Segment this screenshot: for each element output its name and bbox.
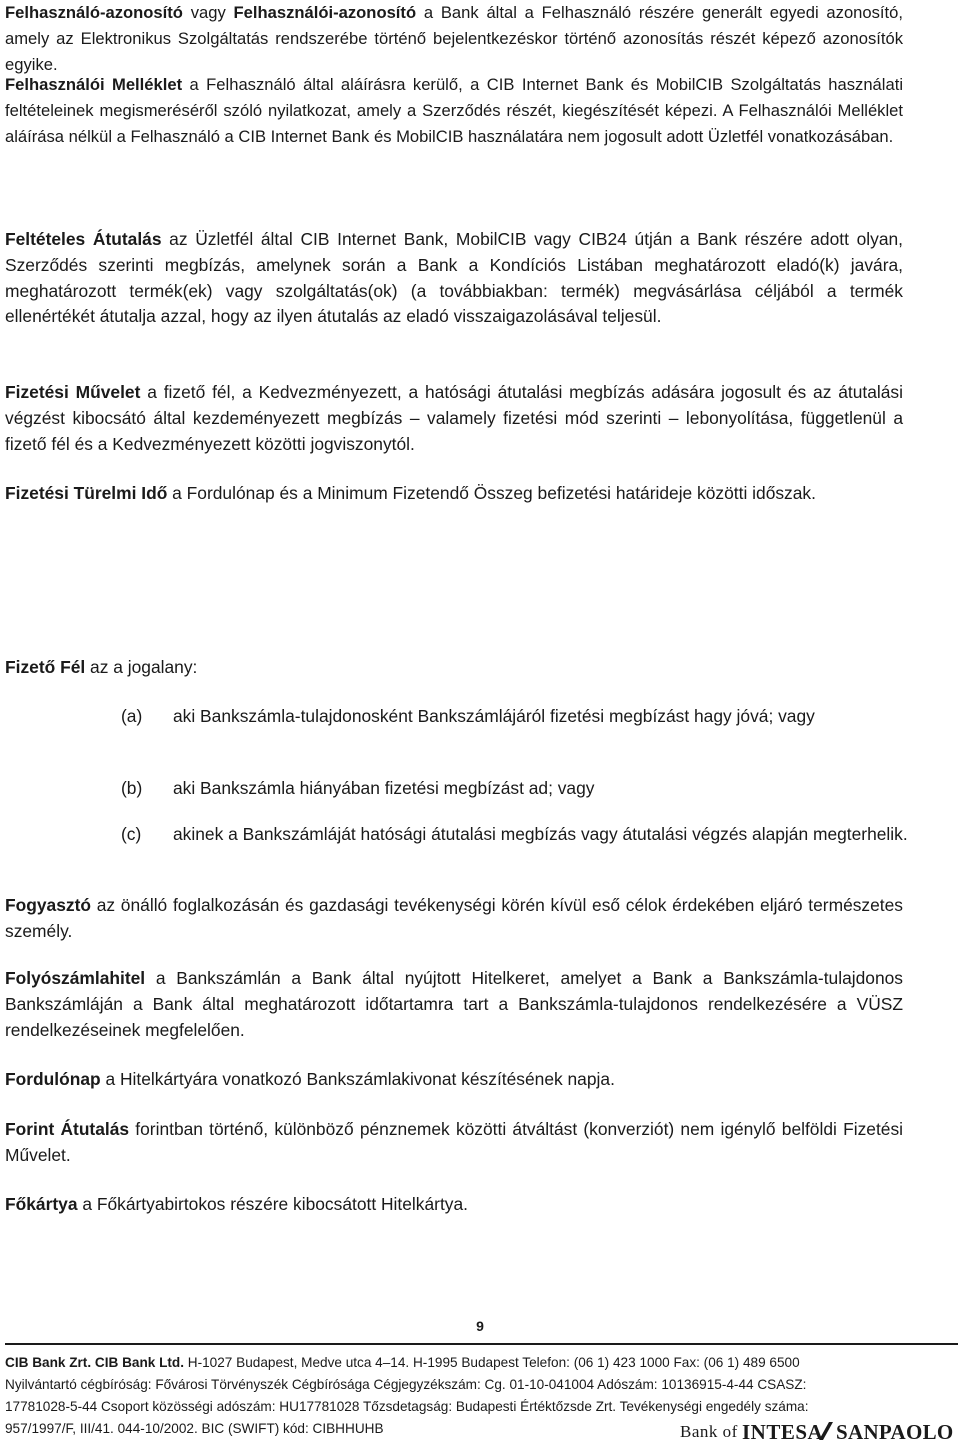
definition-term: Fizetési Türelmi Idő [5,483,168,503]
logo-separator-icon [817,1420,835,1442]
definition-text: a Hitelkártyára vonatkozó Bankszámlakivonat készítésének napja. [100,1069,615,1089]
list-item-label: (a) [121,706,143,726]
page-number: 9 [476,1318,484,1334]
definition-fizeto-fel [5,655,903,681]
list-item-label: (b) [121,778,143,798]
definition-term: Fogyasztó [5,895,91,915]
list-item-text: aki Bankszámla hiányában fizetési megbízást ad; vagy [173,778,595,798]
definition-forint-atutalas [5,1117,903,1169]
definition-fokartya [5,1192,903,1218]
definition-text: a Fordulónap és a Minimum Fizetendő Összeg befizetési határideje közötti időszak. [167,483,816,503]
definition-text: az Üzletfél által CIB Internet Bank, MobilCIB vagy CIB24 útján a Bank részére adott olyan, Szerződés szerinti megbízás, amelynek során a Bank a Kondíciós Listában meghatározott eladó(k) javára, meghatározott termék(ek) vagy szolgáltatás(ok) (a továbbiakban: termék) megvásárlása céljából a termék ellenértékét átutalja azzal, hogy az ilyen átutalás az eladó visszaigazolásával teljesül. [5,229,903,327]
intesa-sanpaolo-logo [680,1418,955,1446]
definition-text: az a jogalany: [85,657,198,677]
footer-line-3: 17781028-5-44 Csoport közösségi adószám: HU17781028 Tőzsdetagság: Budapesti Értéktőzsde Zrt. Tevékenységi engedély száma: [5,1399,809,1414]
footer-address: H-1027 Budapest, Medve utca 4–14. H-1995 Budapest Telefon: (06 1) 423 1000 Fax: (06 1) 489 6500 [184,1355,800,1370]
definition-text: a Bankszámlán a Bank által nyújtott Hitelkeret, amelyet a Bank a Bankszámla-tulajdonos Bankszámláján a Bank által meghatározott időtartamra tart a Bankszámla-tulajdonos rendelkezésére a VÜSZ rendelkezéseinek megfelelően. [5,968,903,1040]
list-item-text: aki Bankszámla-tulajdonosként Bankszámlájáról fizetési megbízást hagy jóvá; vagy [173,706,815,726]
logo-sanpaolo: SANPAOLO [836,1420,954,1444]
definition-text: a fizető fél, a Kedvezményezett, a hatósági átutalási megbízás adására jogosult és az átutalási végzést kibocsátó által kezdeményezett megbízás – valamely fizetési mód szerinti – lebonyolítása, függetlenül a fizető fél és a Kedvezményezett közötti jogviszonytól. [5,382,903,454]
definition-text: a Bank által a Felhasználó részére generált egyedi azonosító, amely az Elektronikus Szolgáltatás rendszerébe történő bejelentkezéskor történő azonosítás részét képező azonosítók egyike. [5,3,903,74]
definition-text: a Főkártyabirtokos részére kibocsátott Hitelkártya. [77,1194,468,1214]
definition-fizetesi-muvelet [5,380,903,457]
list-item-label: (c) [121,824,142,844]
definition-text: a Felhasználó által aláírásra kerülő, a CIB Internet Bank és MobilCIB Szolgáltatás használati feltételeinek megismeréséről szóló nyilatkozat, amely a Szerződés részét, kiegészítését képezi. A Felhasználói Melléklet aláírása nélkül a Felhasználó a CIB Internet Bank és MobilCIB használatára nem jogosult adott Üzletfél vonatkozásában. [5,75,904,146]
definition-text: az önálló foglalkozásán és gazdasági tevékenységi körén kívül eső célok érdekében eljáró természetes személy. [5,895,903,941]
definition-felhasznaloi-melleklet [5,72,903,149]
definition-folyoszamlahitel [5,966,903,1043]
definition-term: Fizetési Művelet [5,382,141,402]
definition-term: Fordulónap [5,1069,101,1089]
list-item-text: akinek a Bankszámláját hatósági átutalási megbízás vagy átutalási végzés alapján megterhelik. [173,824,908,844]
definition-term: Feltételes Átutalás [5,229,162,249]
definition-term: Forint Átutalás [5,1119,130,1139]
definition-term-alt: Felhasználói-azonosító [233,3,417,22]
logo-bank-of: Bank of [680,1422,738,1441]
footer-divider [5,1343,958,1345]
definition-term: Fizető Fél [5,657,86,677]
footer-line-1 [5,1352,960,1374]
definition-term: Felhasználó-azonosító [5,3,183,22]
definition-fordulonap [5,1067,903,1093]
logo-intesa: INTESA [742,1420,824,1444]
definition-term: Főkártya [5,1194,78,1214]
definition-term: Folyószámlahitel [5,968,146,988]
definition-felteteles-atutalas [5,227,903,330]
definition-term: Felhasználói Melléklet [5,75,183,94]
footer-line-4: 957/1997/F, III/41. 044-10/2002. BIC (SWIFT) kód: CIBHHUHB [5,1421,384,1436]
definition-fizetesi-turelmi-ido [5,481,903,507]
footer-line-2: Nyilvántartó cégbíróság: Fővárosi Törvényszék Cégbírósága Cégjegyzékszám: Cg. 01-10-041004 Adószám: 10136915-4-44 CSASZ: [5,1377,807,1392]
definition-text: forintban történő, különböző pénznemek közötti átváltást (konverziót) nem igénylő belföldi Fizetési Művelet. [5,1119,904,1165]
definition-connector: vagy [182,3,234,22]
definition-fogyaszto [5,893,903,945]
footer-company-name: CIB Bank Zrt. CIB Bank Ltd. [5,1355,184,1370]
definition-felhasznalo-azonosito [5,0,903,77]
